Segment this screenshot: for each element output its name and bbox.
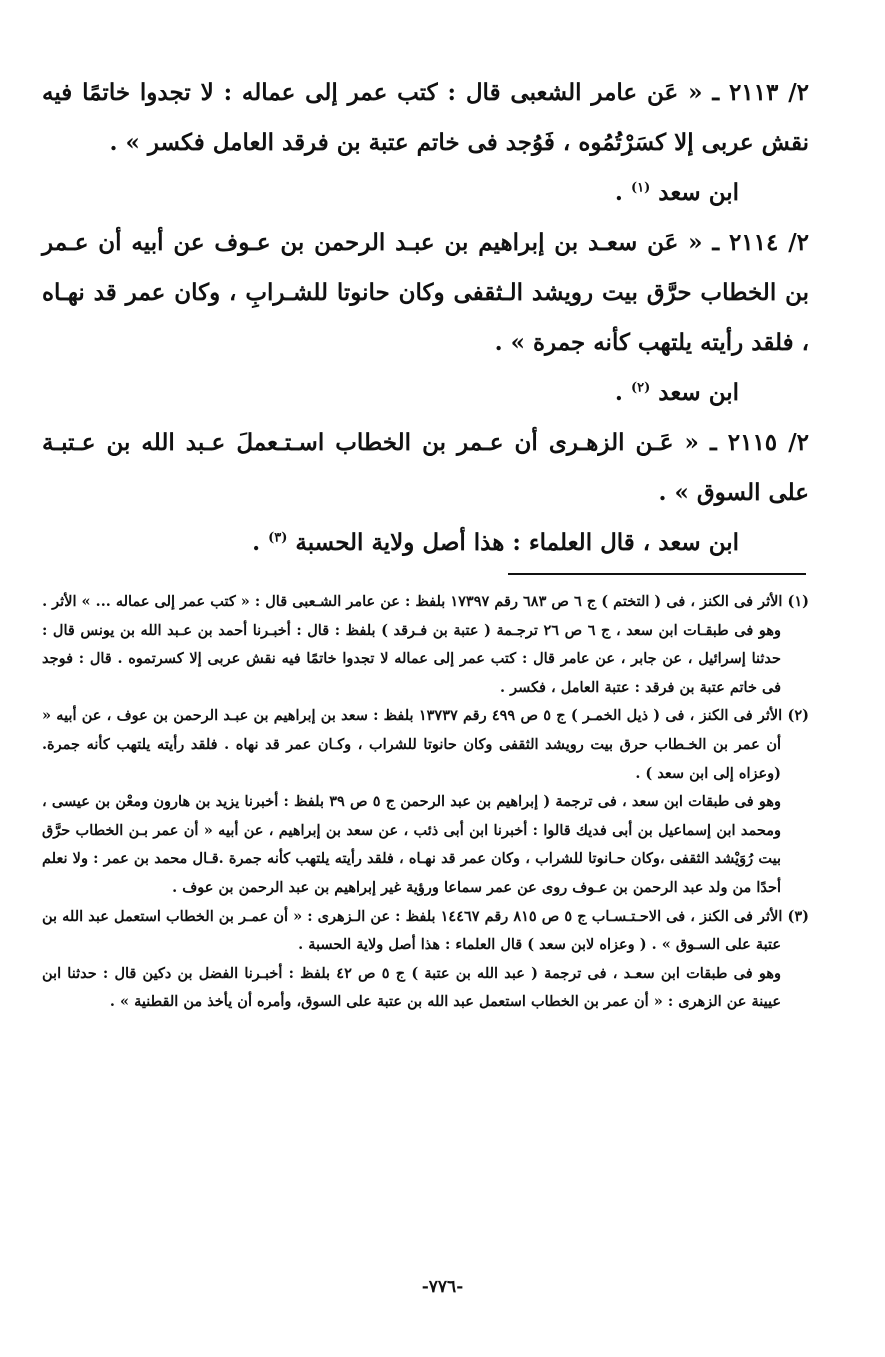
footnote-2: (٢) الأثر فى الكنز ، فى ( ذيل الخمـر ) ج ٥ ص ٤٩٩ رقم ١٣٧٣٧ بلفظ : سعد بن إبراهيم بن عبـد الرحمن بن عوف ، عن أبيه « أن عمر بن الخـطاب حرق بيت رويشد الثقفى وكان حانوتا للشراب ، وكـان عمر قد نهاه . فلقد رأيته يلتهب كأنه جمرة. (وعزاه إلى ابن سعد ) . [42,707,809,782]
source-label: ابن سعد [658,179,739,206]
footnote-ref-1: (١) [630,180,651,196]
footnote-3-continuation: وهو فى طبقات ابن سعـد ، فى ترجمة ( عبد الله بن عتبة ) ج ٥ ص ٤٢ بلفظ : أخبـرنا الفضل بن دكين قال : حدثنا ابن عيينة عن الزهرى : « أن عمر بن الخطاب استعمل عبد الله بن عتبة على السوق، وأمره أن يأخذ من القطنية » . [42,964,781,1011]
source-label: ابن سعد [658,379,739,406]
end-mark: . [614,379,623,406]
hadith-2113 [42,68,809,168]
hadith-2115-text: ٢/ ٢١١٥ ـ « عَـن الزهـرى أن عـمر بن الخطاب اسـتـعملَ عـبد الله بن عـتبـة على السوق » . [42,429,809,506]
hadith-2114-source [42,368,809,418]
footnote-3: (٣) الأثر فى الكنز ، فى الاحـتـسـاب ج ٥ ص ٨١٥ رقم ١٤٤٦٧ بلفظ : عن الـزهرى : « أن عمـر بن الخطاب استعمل عبد الله بن عتبة على السـوق » . ( وعزاه لابن سعد ) قال العلماء : هذا أصل ولاية الحسبة . [42,907,809,954]
page-number: -٧٧٦- [421,1277,464,1297]
footnote-1-continuation: وهو فى طبقـات ابن سعد ، ج ٦ ص ٢٦ ترجـمة ( عتبة بن فـرقد ) بلفظ : قال : أخبـرنا أحمد بن عـبد الله بن يونس قال : حدثنا إسرائيل ، عن جابر ، عن عامر قال : كتب عمر إلى عماله لا تجدوا خاتمًا فيه نقش عربى إلا كسرتموه . قال : فوجد فى خاتم عتبة بن فرقد : عتبة العامل ، فكسر . [42,621,781,696]
hadith-2115-source [42,518,809,568]
end-mark: . [614,179,623,206]
hadith-2114-text: ٢/ ٢١١٤ ـ « عَن سعـد بن إبراهيم بن عبـد الرحمن بن عـوف عن أبيه أن عـمر بن الخطاب حرَّق بيت رويشد الـثقفى وكان حانوتا للشـرابِ ، وكان عمر قد نهـاه ، فلقد رأيته يلتهب كأنه جمرة » . [42,229,809,356]
hadith-2114 [42,218,809,368]
footnotes [42,588,809,1017]
footnote-divider [508,573,806,575]
footnote-1: (١) الأثر فى الكنز ، فى ( التختم ) ج ٦ ص ٦٨٣ رقم ١٧٣٩٧ بلفظ : عن عامر الشـعبى قال : « كتب عمر إلى عماله ... » الأثر . [42,593,809,610]
hadith-2113-source [42,168,809,218]
hadith-2113-text: ٢/ ٢١١٣ ـ « عَن عامر الشعبى قال : كتب عمر إلى عماله : لا تجدوا خاتمًا فيه نقش عربى إلا كسَرْتُمُوه ، فَوُجد فى خاتم عتبة بن فرقد العامل فكسر » . [42,79,809,156]
footnote-ref-2: (٢) [630,380,651,396]
end-mark: . [252,529,261,556]
footnote-2-continuation: وهو فى طبقات ابن سعد ، فى ترجمة ( إبراهيم بن عبد الرحمن ج ٥ ص ٣٩ بلفظ : أخبرنا يزيد بن هارون ومعْن بن عيسى ، ومحمد ابن إسماعيل بن أبى فديك قالوا : أخبرنا ابن أبى ذئب ، عن سعد بن إبراهيم ، عن أبيه « أن عمر بـن الخطاب حرَّق بيت رُوَيْشد الثقفى ،وكان حـانوتا للشراب ، وكان عمر قد نهـاه ، فلقد رأيته يلتهب كأنه جمرة .قـال محمد بن عمر : ولا نعلم أحدًا من ولد عبد الرحمن بن عـوف روى عن عمر سماعا ورؤية غير إبراهيم بن عبد الرحمن بن عوف . [42,793,782,896]
footnote-ref-3: (٣) [268,530,288,546]
hadith-2115 [42,418,809,518]
main-text [42,68,809,568]
source-label: ابن سعد ، قال العلماء : هذا أصل ولاية الحسبة [295,529,739,556]
